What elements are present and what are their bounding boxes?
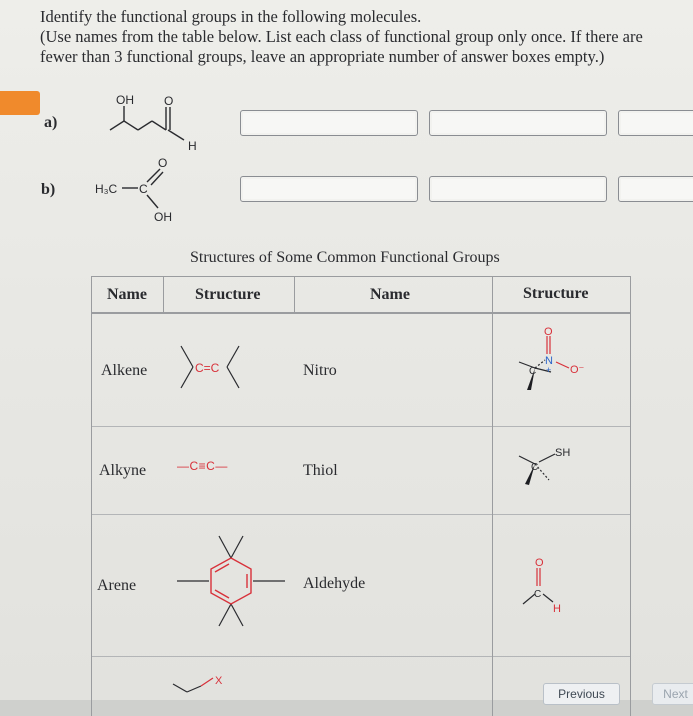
- bond: [181, 367, 193, 388]
- table-row-divider: [91, 656, 631, 657]
- bond: [219, 536, 231, 558]
- answer-a-2-input[interactable]: [429, 110, 607, 136]
- atom-label: OH: [116, 93, 134, 107]
- answer-b-1-input[interactable]: [240, 176, 418, 202]
- question-line-1: Identify the functional groups in the following molecules.: [40, 7, 422, 26]
- atom-label: H: [553, 603, 561, 615]
- bond: [201, 678, 213, 686]
- row-alkyne-name: Alkyne: [99, 462, 147, 479]
- question-line-2: (Use names from the table below. List each class of functional group only once. If there are: [40, 27, 643, 46]
- table-border: [91, 276, 631, 277]
- bond: [110, 121, 124, 130]
- answer-a-1-input[interactable]: [240, 110, 418, 136]
- bond: [173, 684, 187, 692]
- atom-label: N: [545, 355, 553, 367]
- thiol-structure: [509, 440, 599, 500]
- arene-structure: [171, 526, 291, 636]
- bond: [539, 454, 555, 462]
- table-column-divider: [492, 276, 493, 716]
- charge-label: +: [546, 365, 552, 375]
- previous-label: Previous: [558, 687, 605, 701]
- part-a-label: a): [44, 114, 58, 131]
- next-label: Next: [663, 687, 688, 701]
- answer-b-3-input[interactable]: [618, 176, 693, 202]
- molecule-b-structure: [92, 155, 192, 230]
- atom-label: OH: [154, 210, 172, 224]
- answer-a-3-input[interactable]: [618, 110, 693, 136]
- header-name-left: Name: [107, 286, 147, 303]
- bond: [152, 121, 166, 130]
- bond: [168, 130, 184, 140]
- table-caption: Structures of Some Common Functional Groups: [190, 249, 500, 266]
- atom-label: SH: [555, 447, 571, 459]
- atom-label: C: [531, 462, 539, 473]
- atom-label: O: [158, 156, 168, 170]
- table-column-divider: [91, 276, 92, 312]
- header-structure-left: Structure: [195, 286, 261, 303]
- alkene-structure: [175, 342, 247, 392]
- bond: [147, 169, 160, 182]
- answer-b-2-input[interactable]: [429, 176, 607, 202]
- question-line-3: fewer than 3 functional groups, leave an appropriate number of answer boxes empty.): [40, 47, 605, 66]
- nitro-structure: [509, 326, 609, 408]
- alkyne-structure: —C≡C—: [177, 459, 228, 473]
- header-structure-right: Structure: [523, 285, 589, 302]
- bond: [231, 536, 243, 558]
- table-row-divider: [91, 514, 631, 515]
- table-column-divider: [163, 276, 164, 312]
- bond: [181, 346, 193, 367]
- atom-label: C: [534, 589, 542, 600]
- row-alkene-name: Alkene: [101, 362, 148, 379]
- bond: [556, 362, 569, 368]
- bond: [535, 360, 545, 368]
- atom-label: O⁻: [570, 364, 585, 376]
- table-header-border: [91, 312, 631, 314]
- atom-label: X: [215, 675, 223, 687]
- question-text: [40, 7, 690, 67]
- bond: [151, 172, 163, 185]
- atom-label: O: [535, 557, 544, 569]
- row-thiol-name: Thiol: [303, 462, 338, 479]
- aldehyde-structure: [511, 552, 591, 622]
- next-button[interactable]: [652, 683, 693, 705]
- header-name-right: Name: [370, 286, 410, 303]
- bond: [227, 367, 239, 388]
- atom-label: C: [529, 366, 537, 377]
- previous-button[interactable]: [543, 683, 620, 705]
- table-row-divider: [91, 426, 631, 427]
- bond: [138, 121, 152, 130]
- bond: [187, 686, 201, 692]
- table-border: [630, 276, 631, 716]
- atom-label: O: [164, 94, 174, 108]
- bond: [231, 604, 243, 626]
- atom-label: C: [139, 182, 148, 196]
- progress-marker: [0, 91, 40, 115]
- row-nitro-name: Nitro: [303, 362, 337, 379]
- table-border: [91, 276, 92, 716]
- row-arene-name: Arene: [97, 577, 137, 594]
- atom-label: H₃C: [95, 182, 118, 196]
- table-column-divider: [294, 276, 295, 312]
- molecule-a-structure: [98, 90, 210, 155]
- functional-groups-table: [91, 276, 631, 716]
- alkene-label: C=C: [195, 361, 220, 375]
- atom-label: O: [544, 326, 553, 338]
- atom-label: H: [188, 139, 197, 153]
- row-aldehyde-name: Aldehyde: [303, 575, 366, 592]
- part-b-label: b): [41, 181, 56, 198]
- bond: [543, 594, 553, 602]
- bond: [227, 346, 239, 367]
- bond: [124, 121, 138, 130]
- bond: [147, 195, 158, 208]
- bond: [219, 604, 231, 626]
- benzene-ring: [211, 558, 251, 604]
